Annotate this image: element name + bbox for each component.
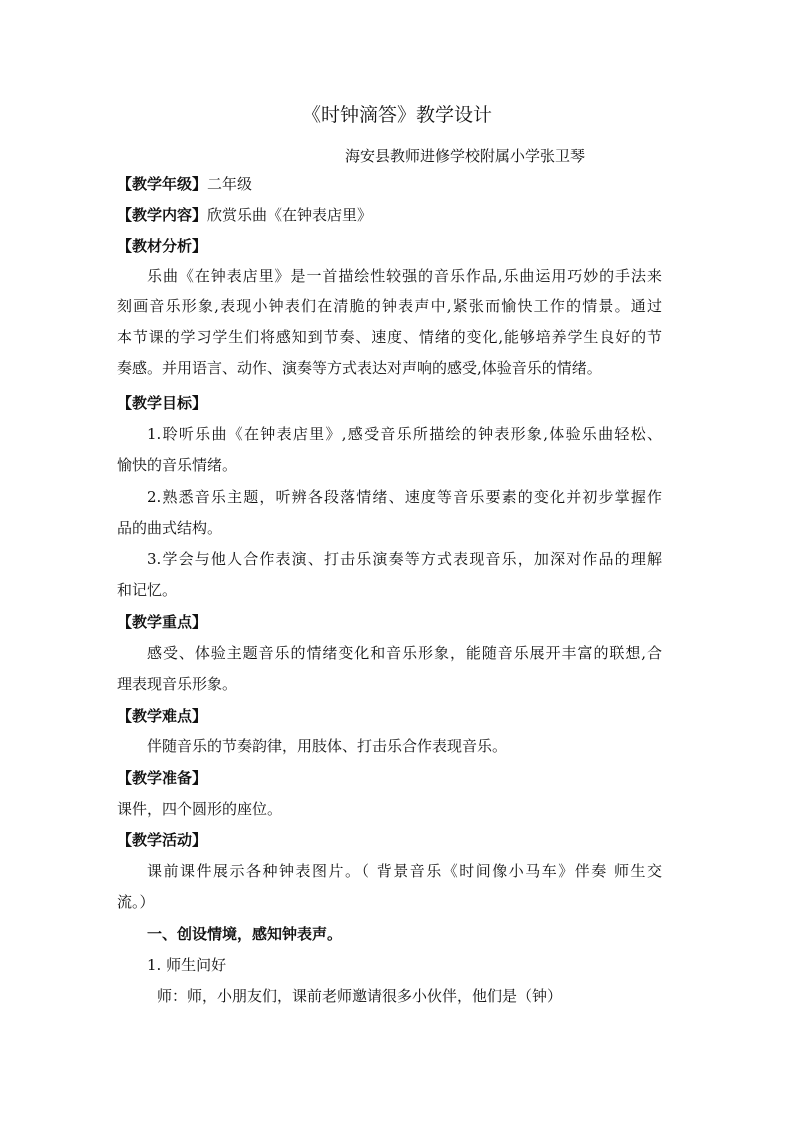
grade-row xyxy=(117,172,252,196)
key-points-heading: 【教学重点】 xyxy=(117,613,208,631)
grade-label: 【教学年级】 xyxy=(117,175,208,193)
analysis-line: 乐曲《在钟表店里》是一首描绘性较强的音乐作品,乐曲运用巧妙的手法来 xyxy=(147,267,662,285)
document-title: 《时钟滴答》教学设计 xyxy=(301,104,492,126)
goal-line: 3.学会与他人合作表演、打击乐演奏等方式表现音乐，加深对作品的理解 xyxy=(147,550,662,568)
analysis-line: 刻画音乐形象,表现小钟表们在清脆的钟表声中,紧张而愉快工作的情景。通过 xyxy=(117,297,662,315)
activity-line: 课前课件展示各种钟表图片。（ 背景音乐《时间像小马车》伴奏 师生交 xyxy=(147,862,662,880)
goal-line: 愉快的音乐情绪。 xyxy=(117,456,238,474)
goal-line: 品的曲式结构。 xyxy=(117,519,223,537)
grade-value: 二年级 xyxy=(207,175,253,193)
goal-line: 2.熟悉音乐主题，听辨各段落情绪、速度等音乐要素的变化并初步掌握作 xyxy=(147,488,662,506)
difficulty-heading: 【教学难点】 xyxy=(117,707,208,725)
analysis-line: 奏感。并用语言、动作、演奏等方式表达对声响的感受,体验音乐的情绪。 xyxy=(117,359,602,377)
goal-line: 和记忆。 xyxy=(117,581,178,599)
content-row xyxy=(117,203,372,227)
author-line: 海安县教师进修学校附属小学张卫琴 xyxy=(345,147,586,165)
content-value: 欣赏乐曲《在钟表店里》 xyxy=(207,206,373,224)
preparation-heading: 【教学准备】 xyxy=(117,769,208,787)
difficulty-line: 伴随音乐的节奏韵律，用肢体、打击乐合作表现音乐。 xyxy=(147,737,508,755)
goals-heading: 【教学目标】 xyxy=(117,394,208,412)
dialogue-line: 师：师，小朋友们，课前老师邀请很多小伙伴，他们是（钟） xyxy=(157,987,563,1005)
activity-line: 流。） xyxy=(117,893,155,911)
activity-heading: 【教学活动】 xyxy=(117,831,208,849)
goal-line: 1.聆听乐曲《在钟表店里》,感受音乐所描绘的钟表形象,体验乐曲轻松、 xyxy=(147,425,662,443)
step-one: 1. 师生问好 xyxy=(147,956,227,974)
analysis-line: 本节课的学习学生们将感知到节奏、速度、情绪的变化,能够培养学生良好的节 xyxy=(117,328,662,346)
key-point-line: 感受、体验主题音乐的情绪变化和音乐形象，能随音乐展开丰富的联想,合 xyxy=(147,644,662,662)
preparation-line: 课件，四个圆形的座位。 xyxy=(117,800,283,818)
content-label: 【教学内容】 xyxy=(117,206,208,224)
key-point-line: 理表现音乐形象。 xyxy=(117,675,238,693)
section-one-heading: 一、创设情境，感知钟表声。 xyxy=(147,925,343,943)
analysis-heading: 【教材分析】 xyxy=(117,237,208,255)
